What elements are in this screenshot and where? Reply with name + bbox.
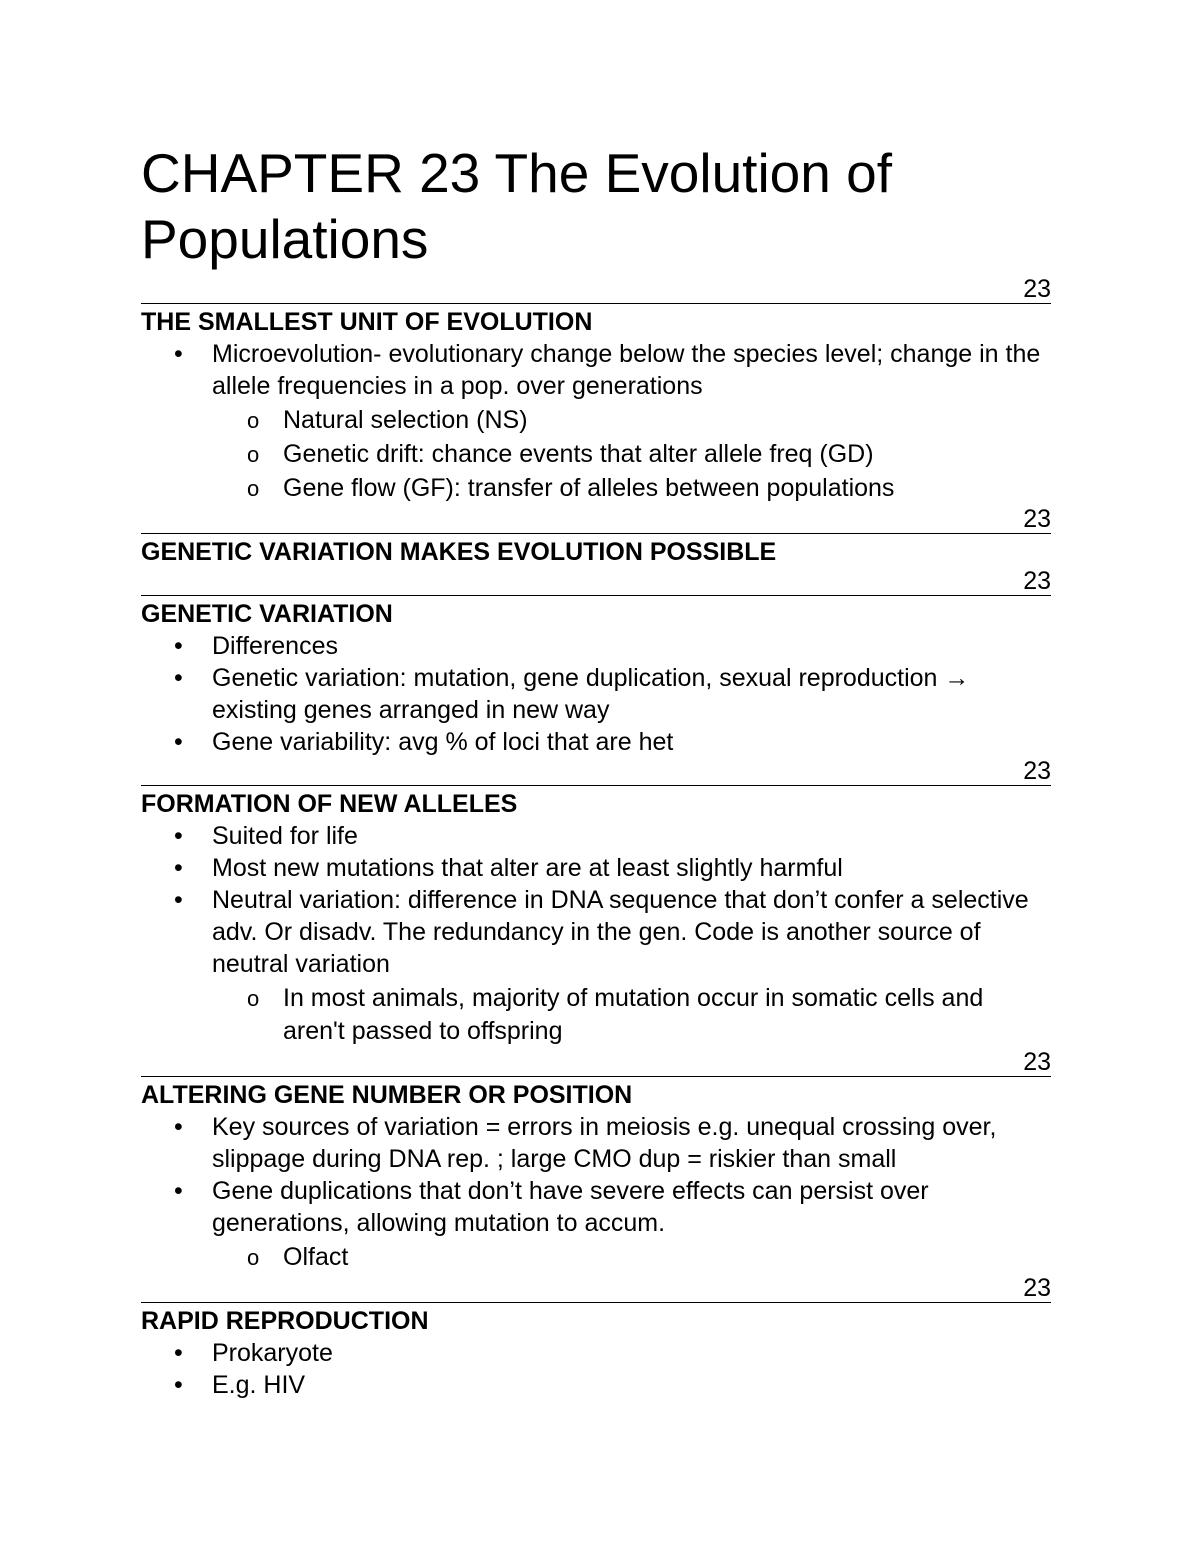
- sub-bullet-list: [212, 1241, 1051, 1274]
- sub-bullet-item: o Genetic drift: chance events that alter allele freq (GD): [283, 438, 1051, 471]
- page-ref-number: 23: [141, 276, 1051, 304]
- bullet-text: Neutral variation: difference in DNA sequence that don’t confer a selective adv. Or disadv. The redundancy in the gen. Code is another source of neutral variation: [212, 886, 1029, 978]
- bullet-item: [212, 662, 1051, 726]
- bullet-list: [141, 1111, 1051, 1274]
- section-heading: ALTERING GENE NUMBER OR POSITION: [141, 1081, 633, 1109]
- page-ref-number: 23: [141, 1275, 1051, 1303]
- bullet-text: Differences: [212, 632, 338, 660]
- bullet-item: [212, 852, 1051, 884]
- bullet-text: Genetic variation: mutation, gene duplication, sexual reproduction → existing genes arranged in new way: [212, 664, 970, 724]
- sub-bullet-list: [212, 982, 1051, 1048]
- bullet-text: E.g. HIV: [212, 1371, 306, 1399]
- sections-container: [141, 276, 1051, 1401]
- section: [141, 758, 1051, 1048]
- sub-bullet-item: o Natural selection (NS): [283, 404, 1051, 437]
- page-title: CHAPTER 23 The Evolution of Populations: [141, 142, 893, 270]
- bullet-item: [212, 820, 1051, 852]
- bullet-list: [141, 1337, 1051, 1401]
- section-heading: GENETIC VARIATION: [141, 600, 393, 628]
- sub-bullet-item: o In most animals, majority of mutation occur in somatic cells and aren't passed to offspring: [283, 982, 1051, 1048]
- page-ref-number: 23: [141, 506, 1051, 534]
- bullet-text: Prokaryote: [212, 1339, 333, 1367]
- section-heading: FORMATION OF NEW ALLELES: [141, 790, 518, 818]
- page-ref-number: 23: [141, 758, 1051, 786]
- section-heading: THE SMALLEST UNIT OF EVOLUTION: [141, 308, 593, 336]
- bullet-text: Suited for life: [212, 822, 358, 850]
- section: [141, 568, 1051, 758]
- bullet-list: [141, 820, 1051, 1048]
- bullet-item: [212, 1369, 1051, 1401]
- section: [141, 276, 1051, 505]
- bullet-text: Gene duplications that don’t have severe effects can persist over generations, allowing mutation to accum.: [212, 1177, 929, 1237]
- bullet-item: [212, 1175, 1051, 1274]
- sub-bullet-item: o Gene flow (GF): transfer of alleles between populations: [283, 472, 1051, 505]
- sub-bullet-item: o Olfact: [283, 1241, 1051, 1274]
- page-ref-number: 23: [141, 1049, 1051, 1077]
- section-heading: RAPID REPRODUCTION: [141, 1307, 429, 1335]
- section-heading: GENETIC VARIATION MAKES EVOLUTION POSSIBLE: [141, 538, 777, 566]
- page-ref-number: 23: [141, 568, 1051, 596]
- bullet-text: Key sources of variation = errors in meiosis e.g. unequal crossing over, slippage during DNA rep. ; large CMO dup = riskier than small: [212, 1113, 997, 1173]
- bullet-item: [212, 1337, 1051, 1369]
- section: [141, 506, 1051, 568]
- bullet-list: [141, 338, 1051, 505]
- bullet-item: [212, 884, 1051, 1048]
- bullet-item: [212, 338, 1051, 505]
- section: [141, 1049, 1051, 1274]
- document-content: [141, 140, 1051, 1401]
- bullet-item: [212, 726, 1051, 758]
- bullet-text: Microevolution- evolutionary change below the species level; change in the allele frequencies in a pop. over generations: [212, 340, 1041, 400]
- sub-bullet-list: [212, 404, 1051, 505]
- section: [141, 1275, 1051, 1401]
- bullet-item: [212, 630, 1051, 662]
- bullet-text: Gene variability: avg % of loci that are het: [212, 728, 674, 756]
- bullet-list: [141, 630, 1051, 758]
- bullet-item: [212, 1111, 1051, 1175]
- bullet-text: Most new mutations that alter are at least slightly harmful: [212, 854, 843, 882]
